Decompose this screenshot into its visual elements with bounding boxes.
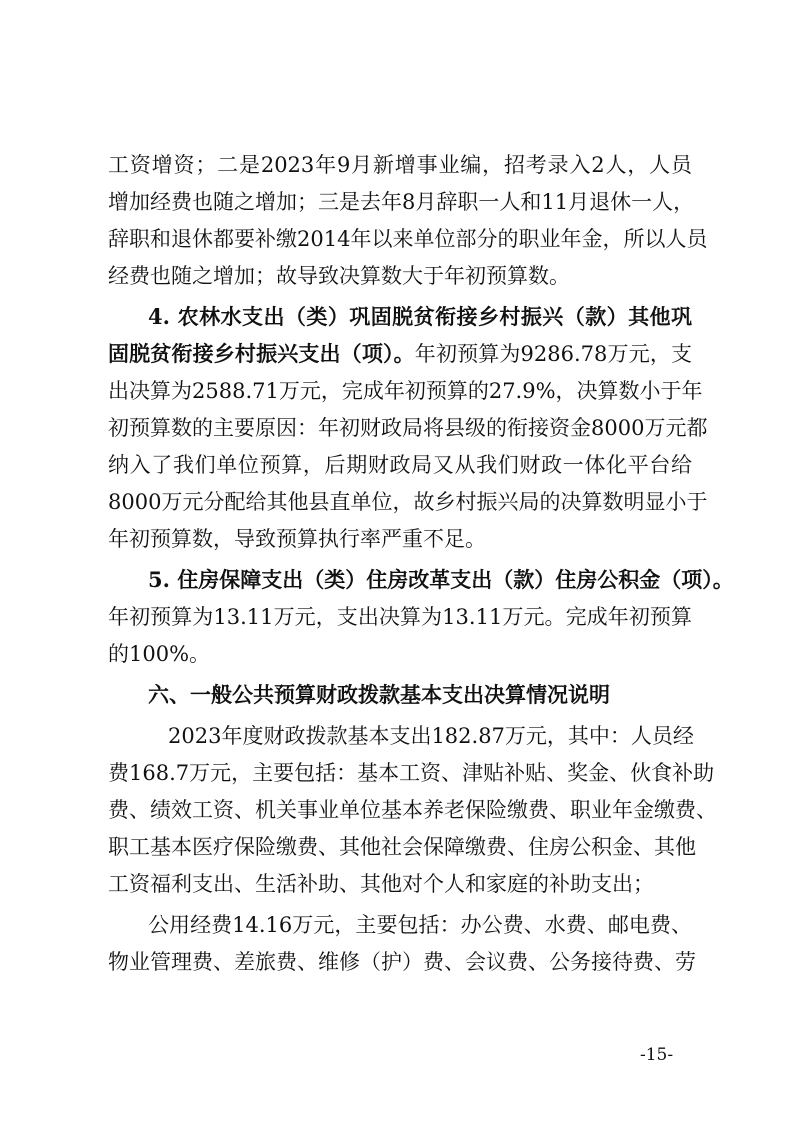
item4-heading: 4. 农林水支出（类）巩固脱贫衔接乡村振兴（款）其他巩 [148,304,692,329]
item4-text: 年初预算为9286.78万元，支 [414,342,693,366]
paragraph-line: 费、绩效工资、机关事业单位基本养老保险缴费、职业年金缴费、 [108,798,717,822]
item4-heading-end: 固脱贫衔接乡村振兴支出（项）。 [108,341,415,366]
paragraph-line: 辞职和退休都要补缴2014年以来单位部分的职业年金，所以人员 [108,227,708,251]
paragraph-line: 初预算数的主要原因：年初财政局将县级的衔接资金8000万元都 [108,416,708,440]
paragraph-line: 公用经费14.16万元，主要包括：办公费、水费、邮电费、 [148,913,692,937]
paragraph-line: 8000万元分配给其他县直单位，故乡村振兴局的决算数明显小于 [108,490,708,514]
paragraph-line: 工资福利支出、生活补助、其他对个人和家庭的补助支出； [108,872,654,896]
paragraph-line: 出决算为2588.71万元，完成年初预算的27.9%，决算数小于年 [108,379,703,403]
paragraph-line: 费168.7万元，主要包括：基本工资、津贴补贴、奖金、伙食补助 [108,761,715,785]
section-heading: 六、一般公共预算财政拨款基本支出决算情况说明 [148,683,610,707]
paragraph-line: 年初预算数，导致预算执行率严重不足。 [108,527,486,551]
paragraph-line: 2023年度财政拨款基本支出182.87万元，其中：人员经 [168,724,694,748]
paragraph-line: 纳入了我们单位预算，后期财政局又从我们财政一体化平台给 [108,453,692,477]
page-number: -15- [640,1045,674,1065]
item5-heading: 5. 住房保障支出（类）住房改革支出（款）住房公积金（项）。 [148,567,734,592]
paragraph-line: 职工基本医疗保险缴费、其他社会保障缴费、住房公积金、其他 [108,835,696,859]
paragraph-line: 增加经费也随之增加；三是去年8月辞职一人和11月退休一人， [108,190,695,214]
paragraph-line: 经费也随之增加；故导致决算数大于年初预算数。 [108,264,570,288]
paragraph-line: 年初预算为13.11万元，支出决算为13.11万元。完成年初预算 [108,605,692,629]
paragraph-line: 物业管理费、差旅费、维修（护）费、会议费、公务接待费、劳 [108,950,696,974]
paragraph-line: 工资增资；二是2023年9月新增事业编，招考录入2人，人员 [108,153,692,177]
paragraph-line: 的100%。 [108,642,211,666]
item4-heading-line2 [108,334,692,374]
